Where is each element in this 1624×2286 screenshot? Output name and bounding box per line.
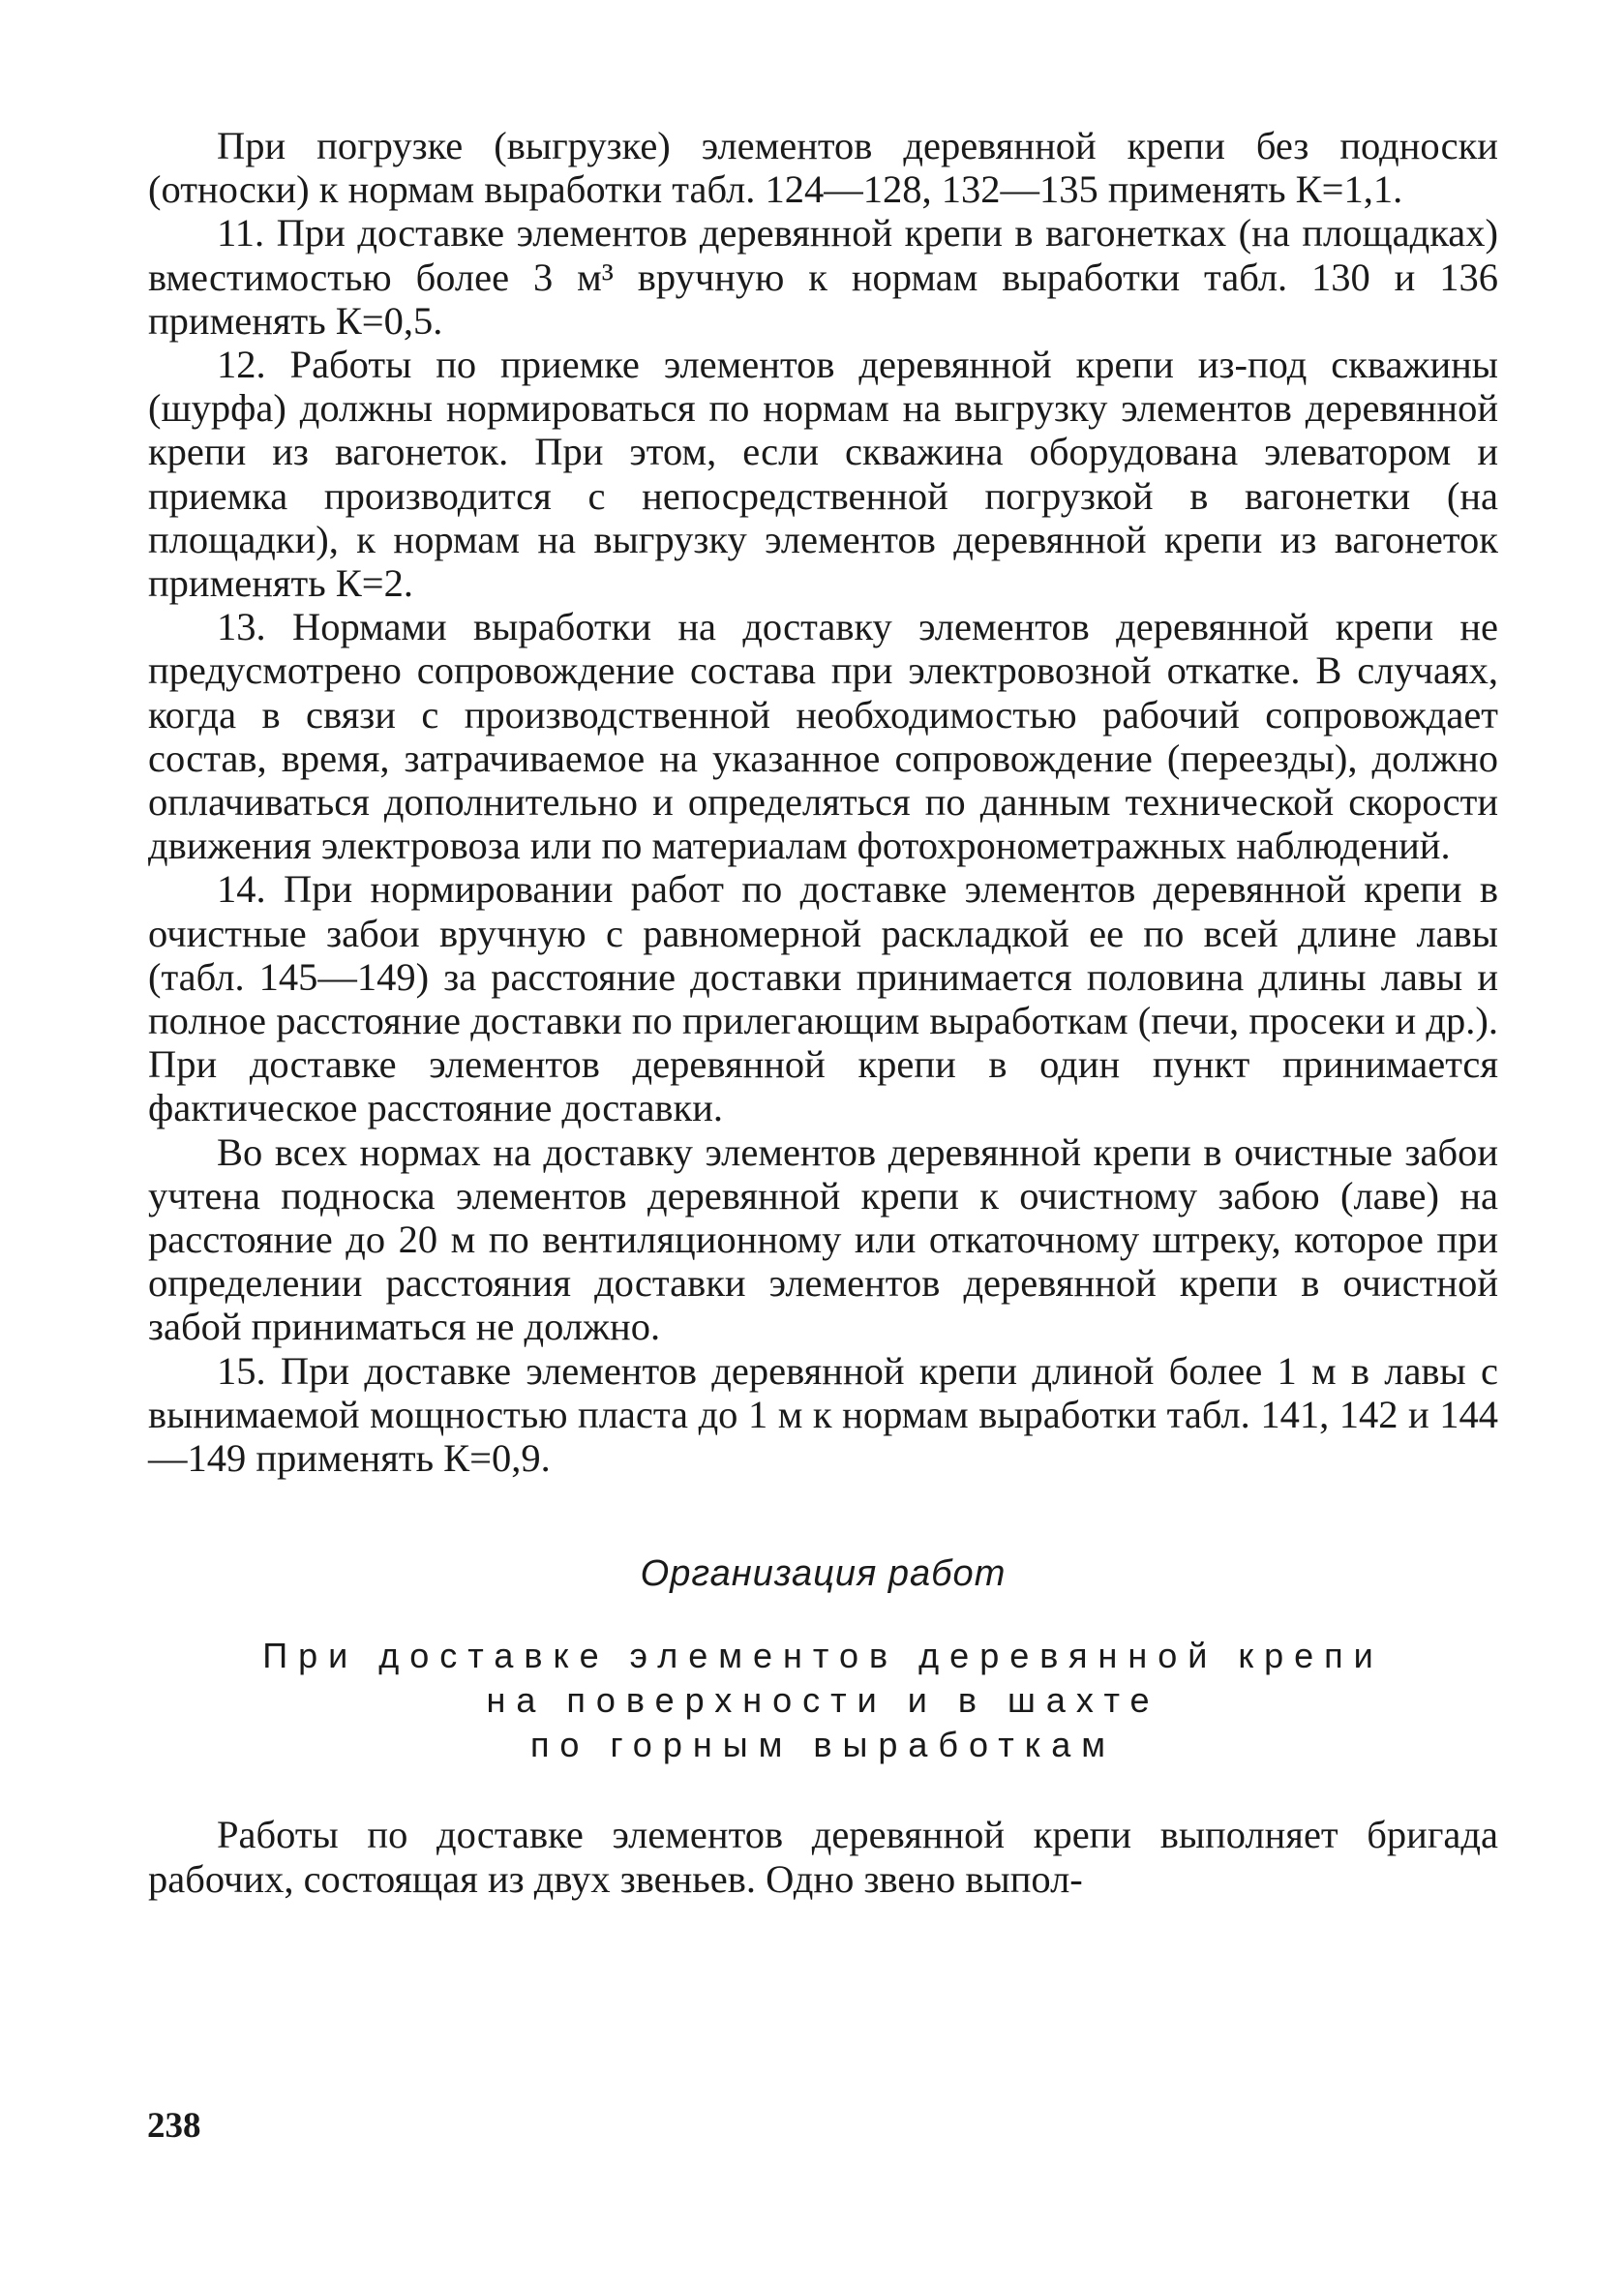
- paragraph-item-12: 12. Работы по приемке элементов деревянной крепи из-под скважины (шурфа) должны нормироваться по нормам на выгрузку элементов деревянной крепи из вагонеток. При этом, если скважина оборудована элеватором и приемка производится с непосредственной погрузкой в вагонетки (на площадки), к нормам на выгрузку элементов деревянной крепи из вагонеток применять К=2.: [148, 343, 1498, 606]
- page-number: 238: [147, 2106, 201, 2146]
- paragraph-item-14-continued: Во всех нормах на доставку элементов деревянной крепи в очистные забои учтена подноска элементов деревянной крепи к очистному забою (лаве) на расстояние до 20 м по вентиляционному или откаточному штреку, которое при определении расстояния доставки элементов деревянной крепи в очистной забой приниматься не должно.: [148, 1129, 1498, 1349]
- paragraph-item-13: 13. Нормами выработки на доставку элементов деревянной крепи не предусмотрено сопровождение состава при электровозной откатке. В случаях, когда в связи с производственной необходимостью рабочий сопровождает состав, время, затрачиваемое на указанное сопровождение (переезды), должно оплачиваться дополнительно и определяться по данным технической скорости движения электровоза или по материалам фотохронометражных наблюдений.: [148, 605, 1498, 868]
- section-title: Организация работ: [640, 1553, 1007, 1595]
- paragraph-loading-note: При погрузке (выгрузке) элементов деревянной крепи без подноски (относки) к нормам выработки табл. 124—128, 132—135 применять К=1,1.: [148, 124, 1498, 212]
- heading-line-1: При доставке элементов деревянной крепи: [262, 1636, 1384, 1676]
- heading-line-2: на поверхности и в шахте: [486, 1680, 1160, 1721]
- paragraph-item-15: 15. При доставке элементов деревянной крепи длиной более 1 м в лавы с вынимаемой мощностью пласта до 1 м к нормам выработки табл. 141, 142 и 144—149 применять К=0,9.: [148, 1348, 1498, 1481]
- paragraph-item-14: 14. При нормировании работ по доставке элементов деревянной крепи в очистные забои вручную с равномерной раскладкой ее по всей длине лавы (табл. 145—149) за расстояние доставки принимается половина длины лавы и полное расстояние доставки по прилегающим выработкам (печи, просеки и др.). При доставке элементов деревянной крепи в один пункт принимается фактическое расстояние доставки.: [148, 867, 1498, 1130]
- heading-line-3: по горным выработкам: [529, 1725, 1117, 1765]
- paragraph-item-11: 11. При доставке элементов деревянной крепи в вагонетках (на площадках) вместимостью более 3 м³ вручную к нормам выработки табл. 130 и 136 применять К=0,5.: [148, 211, 1498, 343]
- paragraph-work-organization: Работы по доставке элементов деревянной крепи выполняет бригада рабочих, состоящая из двух звеньев. Одно звено выпол-: [148, 1813, 1498, 1901]
- document-page: [148, 124, 1498, 1901]
- subsection-heading: [148, 1634, 1498, 1767]
